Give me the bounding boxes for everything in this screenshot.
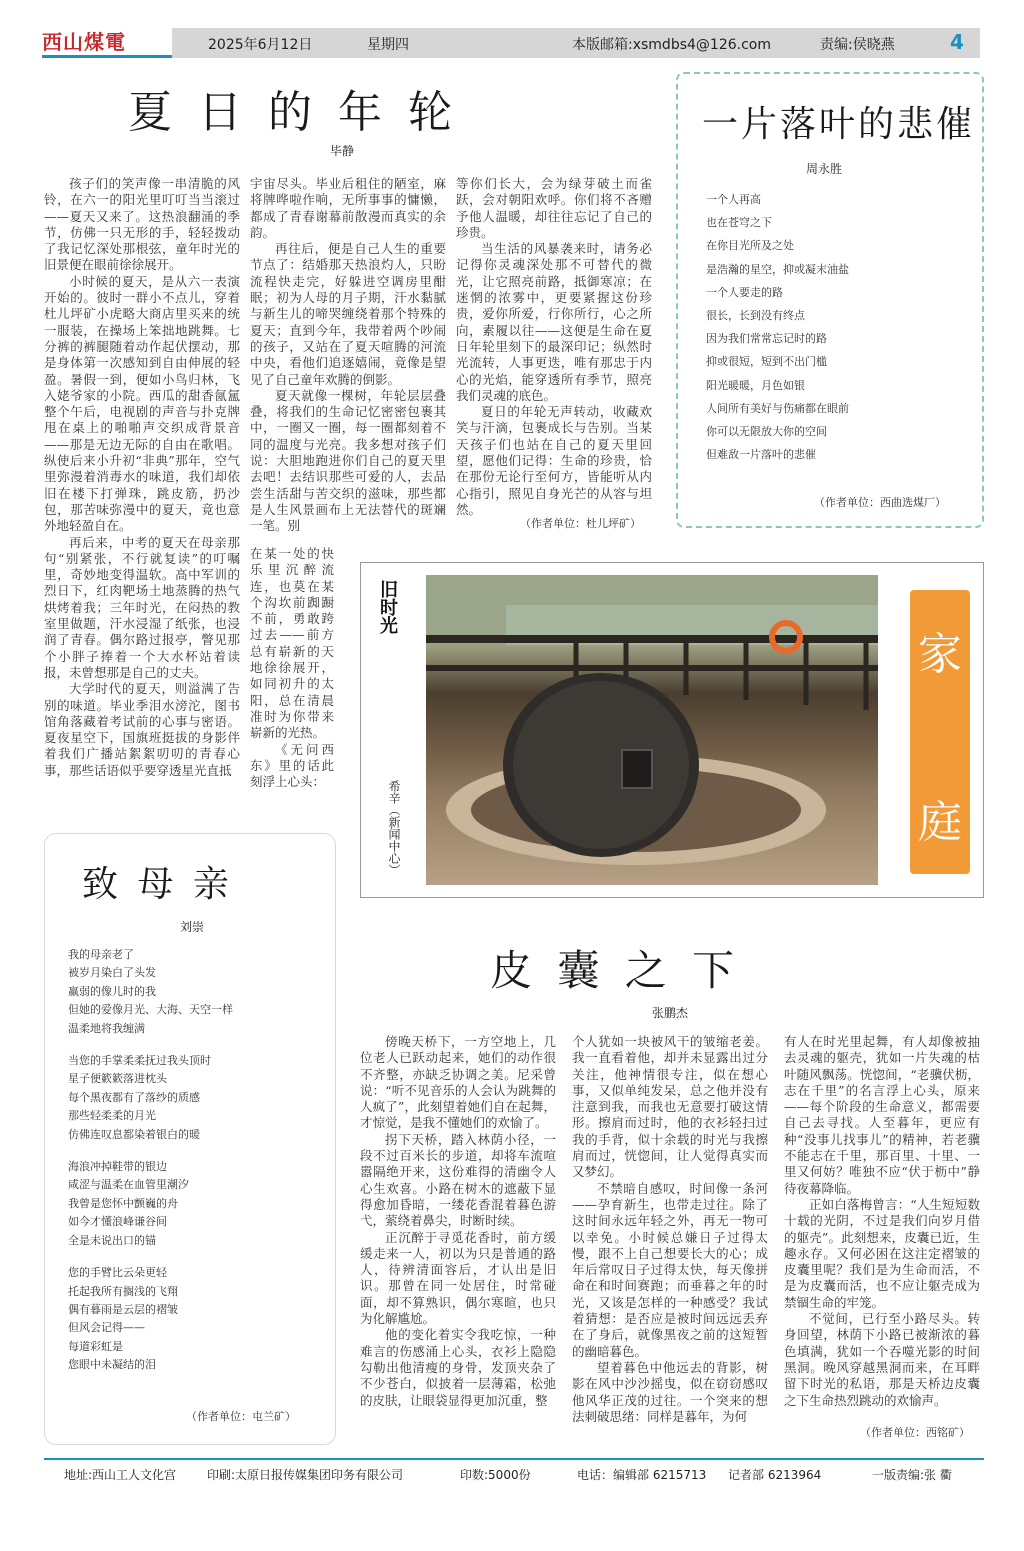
poem-line: 但她的爱像月光、大海、天空一样 bbox=[68, 1003, 233, 1017]
leaf-poem bbox=[706, 188, 966, 466]
footer-rule bbox=[44, 1458, 984, 1460]
poem-line: 很长，长到没有终点 bbox=[706, 309, 805, 323]
poem-line: 一个人要走的路 bbox=[706, 285, 783, 299]
author-unit-leaf: （作者单位：西曲选煤厂） bbox=[814, 496, 946, 509]
newspaper-logo: 西山煤電 bbox=[42, 30, 126, 54]
paragraph: 小时候的夏天，是从六一表演开始的。彼时一群小不点儿，穿着杜儿坪矿小虎略大商店里买来的统一服装，在操场上笨拙地跳舞。七分裤的裤腿随着动作起伏摆动，那是身体第一次感知到自由伸展的轻盈。暑假一到，便如小鸟归林，飞入姥爷家的小院。西瓜的甜香氤氲整个午后，电视剧的声音与扑克牌甩在桌上的啪啪声交织成背景音——那是无边无际的自由在歌唱。纵使后来小升初“非典”那年，空气里弥漫着消毒水的味道，我们却依旧在楼下打弹珠，跳皮筋，扔沙包，那苦味弥漫中的夏天，竟也意外地轻盈自在。 bbox=[44, 273, 240, 534]
issue-weekday: 星期四 bbox=[367, 37, 409, 53]
paragraph: 正沉醉于寻觅花香时，前方缓缓走来一人，初以为只是普通的路人，待辨清面容后，才认出是旧识。那曾在同一处居住，时常碰面，却不算熟识，偶尔寒暄，也只为化解尴尬。 bbox=[360, 1229, 556, 1327]
skin-column-2 bbox=[572, 1034, 768, 1425]
author-unit-skin: （作者单位：西铭矿） bbox=[860, 1426, 970, 1439]
paragraph: 不觉间，已行至小路尽头。转身回望，林荫下小路已被渐浓的暮色填满，犹如一个吞噬光影的时间黑洞。晚风穿越黑洞而来，在耳畔留下时光的私语，那是天桥边皮囊之下生命热烈跳动的欢愉声。 bbox=[784, 1311, 980, 1408]
summer-column-2-narrow bbox=[250, 546, 334, 790]
section-label-family bbox=[910, 590, 970, 874]
poem-line: 您眼中未凝结的泪 bbox=[68, 1358, 156, 1372]
footer-copies: 印数:5000份 bbox=[460, 1468, 531, 1482]
author-unit-summer: （作者单位：杜儿坪矿） bbox=[520, 517, 641, 530]
issue-date: 2025年6月12日 bbox=[208, 37, 313, 53]
poem-line: 那些轻柔柔的月光 bbox=[68, 1109, 156, 1123]
photo-column-title: 旧时光 bbox=[377, 580, 398, 634]
poem-line: 阳光暖暖，月色如银 bbox=[706, 378, 805, 392]
poem-line: 我曾是您怀中颤巍的舟 bbox=[68, 1196, 178, 1210]
poem-line: 一个人再高 bbox=[706, 193, 761, 206]
poem-line: 在你目光所及之处 bbox=[706, 239, 794, 253]
poem-line: 每道彩虹是 bbox=[68, 1339, 123, 1353]
stanza bbox=[68, 1052, 328, 1144]
paragraph: 再往后，便是自己人生的重要节点了：结婚那天热浪灼人，只盼流程快走完，好躲进空调房里酣眠；初为人母的月子期，汗水黏腻与新生儿的啼哭缠绕着那个特殊的夏天；直到今年，我带着两个吵闹的孩子，又站在了夏天喧腾的河流中央，看他们追逐嬉闹，竟像是望见了自己童年欢腾的倒影。 bbox=[250, 241, 446, 387]
skin-column-3 bbox=[784, 1034, 980, 1409]
footer-reporter-phone: 记者部 6213964 bbox=[728, 1468, 822, 1482]
stanza bbox=[68, 1158, 328, 1250]
paragraph: 不禁暗自感叹，时间像一条河——孕育新生，也带走过往。除了这时间永远年轻之外，再无一物可以幸免。小时候总嫌日子过得太慢，跟不上自己想要长大的心；成年后常叹日子过得太快，每天像拼命在和时间赛跑；而垂暮之年的时光，又该是怎样的一种感受？我试着猜想：是否应是被时间远远丢弃在了身后，就像黑夜之前的这短暂的幽暗暮色。 bbox=[572, 1180, 768, 1359]
article-author-summer: 毕静 bbox=[330, 144, 355, 158]
article-title-summer: 夏 日 的 年 轮 bbox=[128, 87, 458, 138]
paragraph: 再后来，中考的夏天在母亲那句“别紧张，不行就复读”的叮嘱里，奇妙地变得温软。高中军训的烈日下，红肉靶场土地蒸腾的热气烘烤着我；三年时光，在闷热的教室里做题，汗水浸湿了纸张，也浸润了青春。偶尔路过报亭，瞥见那个小胖子捧着一个大水杯站着读报，未曾想那是自己的丈夫。 bbox=[44, 534, 240, 680]
section-char-2: 庭 bbox=[918, 797, 962, 848]
paragraph: 拐下天桥，踏入林荫小径，一段不过百米长的步道，却将车流喧嚣隔绝开来，这份难得的清幽令人心生欢喜。小路在树木的遮蔽下显得愈加昏暗，一缕花香混着暮色游弋，萦绕着鼻尖，时断时续。 bbox=[360, 1131, 556, 1229]
poem-line: 是浩瀚的星空，抑或凝末油盐 bbox=[706, 262, 849, 276]
paragraph: 当生活的风暴袭来时，请务必记得你灵魂深处那不可替代的微光，让它照亮前路，抵御寒凉；在迷惘的浓雾中，更要紧握这份珍贵，爱你所爱，行你所行，心之所向，素履以往——这便是生命在夏日年轮里刻下的最深印记；纵然时光流转，人事更迭，唯有那忠于内心的光焰，能穿透所有季节，照亮我们灵魂的底色。 bbox=[456, 241, 652, 403]
page-email: 本版邮箱:xsmdbs4@126.com bbox=[572, 37, 771, 53]
poem-line: 温柔地将我缠满 bbox=[68, 1021, 145, 1035]
stanza bbox=[68, 946, 328, 1038]
paragraph: 夏日的年轮无声转动，收藏欢笑与汗滴，包裹成长与告别。当某天孩子们也站在自己的夏天里回望，愿他们记得：生命的珍贵，恰在那份无论行至何方，皆能听从内心指引，照见自身光芒的从容与坦然。 bbox=[456, 404, 652, 517]
poem-line: 海浪冲掉鞋带的银边 bbox=[68, 1160, 167, 1174]
article-author-skin: 张鹏杰 bbox=[652, 1006, 689, 1020]
paragraph: 正如白落梅曾言：“人生短短数十载的光阴，不过是我们向岁月借的躯壳”。此刻想来，皮囊已近，生趣永存。又何必困在这注定褶皱的皮囊里呢？我们是为生命而活，不是为皮囊而活，也不应让躯壳成为禁锢生命的牢笼。 bbox=[784, 1196, 980, 1310]
article-title-mother: 致 母 亲 bbox=[82, 864, 233, 905]
poem-line: 因为我们常常忘记时的路 bbox=[706, 332, 827, 346]
paragraph: 夏天就像一棵树，年轮层层叠叠，将我们的生命记忆密密包裹其中，一圈又一圈，每一圈都刻着不同的温度与光亮。我多想对孩子们说：大胆地跑进你们自己的夏天里去吧！去结识那些可爱的人，去品尝生活甜与苦交织的滋味，那些都是人生风景画布上无法替代的斑斓一笔。别 bbox=[250, 387, 446, 534]
skin-column-1 bbox=[360, 1034, 556, 1409]
poem-line: 我的母亲老了 bbox=[68, 948, 134, 961]
author-unit-mother: （作者单位：屯兰矿） bbox=[186, 1410, 296, 1423]
paragraph: 大学时代的夏天，则溢满了告别的味道。毕业季泪水滂沱，图书馆角落藏着考试前的心事与密语。夏夜星空下，国旗班挺拔的身影伴着我们广播站絮絮叨叨的青春心事，那些话语似乎要穿透星光直抵 bbox=[44, 681, 240, 778]
footer-address: 地址:西山工人文化宫 bbox=[64, 1468, 177, 1482]
paragraph: 个人犹如一块被风干的皱缩老姜。我一直看着他，却并未显露出过分关注，他神情很专注，似在想心事，又似单纯发呆，总之他并没有注意到我，而我也无意要打破这情形。擦肩而过时，他的衣衫轻扫过我的手背，似十余载的时光与我擦肩而过，恍惚间，让人觉得真实而又梦幻。 bbox=[572, 1034, 768, 1180]
millstone-scene bbox=[426, 575, 878, 885]
section-char-1: 家 bbox=[918, 629, 962, 680]
mother-poem bbox=[68, 946, 328, 1375]
footer-chief-editor: 一版责编:张 衢 bbox=[872, 1468, 952, 1482]
paragraph: 宇宙尽头。毕业后租住的陋室，麻将牌哗啦作响，无所事事的慵懒，都成了青春谢幕前散漫而真实的余韵。 bbox=[250, 176, 446, 240]
article-title-skin: 皮 囊 之 下 bbox=[490, 946, 741, 995]
poem-line: 也在苍穹之下 bbox=[706, 216, 772, 230]
paragraph: 等你们长大，会为绿芽破土而雀跃，会对朝阳欢呼。你们将不吝赠予他人温暖，却往往忘记了自己的珍贵。 bbox=[456, 176, 652, 240]
poem-line: 抑或很短，短到不出门槛 bbox=[706, 355, 827, 369]
poem-line: 人间所有美好与伤痛都在眼前 bbox=[706, 401, 849, 415]
poem-line: 被岁月染白了头发 bbox=[68, 966, 156, 980]
paragraph: 《无问西东》里的话此刻浮上心头： bbox=[250, 741, 334, 790]
page-editor: 责编:侯晓燕 bbox=[820, 37, 895, 53]
article-author-mother: 刘崇 bbox=[180, 920, 205, 934]
poem-line: 全是未说出口的锚 bbox=[68, 1233, 156, 1247]
paragraph: 在某一处的快乐里沉醉流连，也莫在某个沟坎前踟蹰不前，勇敢跨过去——前方总有崭新的天地徐徐展开，如同初升的太阳，总在清晨准时为你带来崭新的光热。 bbox=[250, 546, 334, 741]
photo-millstone bbox=[426, 575, 878, 885]
article-title-leaf: 一片落叶的悲催 bbox=[702, 104, 976, 145]
article-author-leaf: 周永胜 bbox=[806, 162, 843, 176]
page-number: 4 bbox=[950, 30, 964, 54]
poem-line: 你可以无限放大你的空间 bbox=[706, 425, 827, 439]
footer-phone: 电话：编辑部 6215713 bbox=[577, 1468, 707, 1482]
photo-credit: 希辛（新闻中心） bbox=[387, 780, 401, 876]
paragraph: 望着暮色中他远去的背影，树影在风中沙沙摇曳，似在窃窃感叹他风华正茂的过往。一个突来的想法刺破思绪：同样是暮年，为何 bbox=[572, 1359, 768, 1424]
poem-line: 您的手臂比云朵更轻 bbox=[68, 1266, 167, 1280]
poem-line: 托起我所有搁浅的飞翔 bbox=[68, 1284, 178, 1298]
logo-underline bbox=[42, 55, 172, 58]
poem-line: 偶有暮雨是云层的褶皱 bbox=[68, 1302, 178, 1316]
poem-line: 每个黑夜都有了落纱的质感 bbox=[68, 1090, 200, 1104]
poem-line: 仿佛连叹息都染着银白的暖 bbox=[68, 1127, 200, 1141]
poem-line: 但难敌一片落叶的悲催 bbox=[706, 448, 816, 462]
paragraph: 有人在时光里起舞，有人却像被抽去灵魂的躯壳，犹如一片失魂的枯叶随风飘荡。恍惚间，“老骥伏枥，志在千里”的名言浮上心头，原来——每个阶段的生命意义，都需要自己去寻找。人至暮年，更应有种“没事儿找事儿”的精神，若老骥不能志在千里，那百里、十里、一里又何妨？唯独不应“伏于枥中”静待夜幕降临。 bbox=[784, 1034, 980, 1196]
poem-line: 如今才懂浪峰谦谷间 bbox=[68, 1215, 167, 1229]
masthead bbox=[0, 0, 1024, 62]
poem-line: 星子便簌簌落进枕头 bbox=[68, 1072, 167, 1086]
paragraph: 孩子们的笑声像一串清脆的风铃，在六一的阳光里叮叮当当滚过——夏天又来了。这热浪翻涌的季节，仿佛一只无形的手，轻轻拨动了我记忆深处那根弦，童年时光的旧景便在眼前徐徐展开。 bbox=[44, 176, 240, 273]
summer-column-3 bbox=[456, 176, 652, 518]
poem-line: 当您的手掌柔柔抚过我头顶时 bbox=[68, 1054, 211, 1068]
summer-column-1 bbox=[44, 176, 240, 779]
stanza bbox=[68, 1264, 328, 1374]
summer-column-2 bbox=[250, 176, 446, 535]
footer-printer: 印刷:太原日报传媒集团印务有限公司 bbox=[207, 1468, 404, 1482]
paragraph: 他的变化着实令我吃惊，一种难言的伤感涌上心头，衣衫上隐隐勾勒出他清瘦的身骨，发顶夹杂了不少苍白，似披着一层薄霜，松弛的皮肤，让眼袋显得更加沉重，整 bbox=[360, 1327, 556, 1408]
poem-line: 但风会记得—— bbox=[68, 1321, 145, 1335]
paragraph: 傍晚天桥下，一方空地上，几位老人已跃动起来，她们的动作很不齐整，亦缺乏协调之美。尼采曾说：“听不见音乐的人会认为跳舞的人疯了”，此刻望着她们自在起舞，才惊觉，是我不懂她们的欢愉了。 bbox=[360, 1034, 556, 1131]
poem-line: 咸涩与温柔在血管里潮汐 bbox=[68, 1178, 189, 1192]
poem-line: 羸弱的像儿时的我 bbox=[68, 984, 156, 998]
